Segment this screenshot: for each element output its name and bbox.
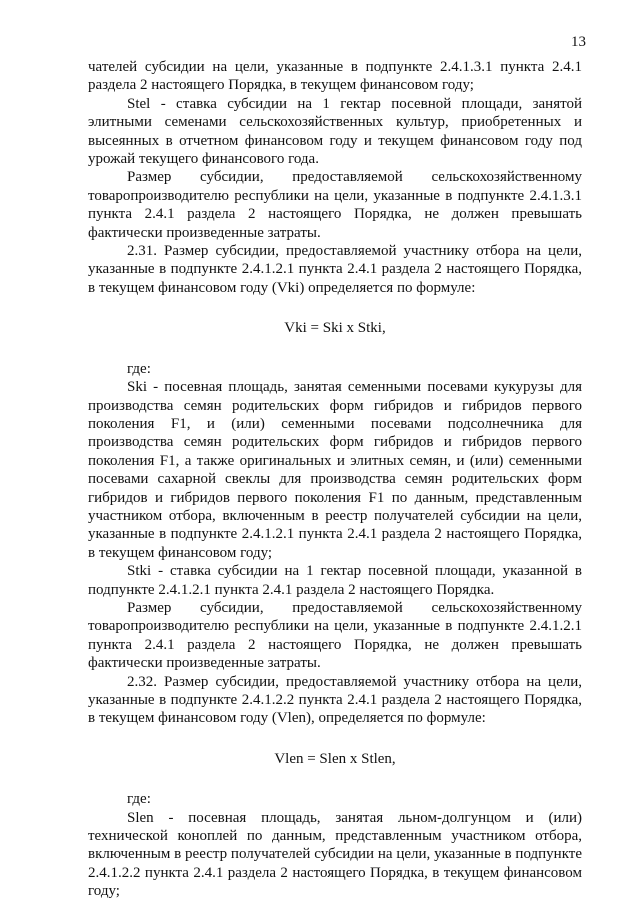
paragraph-stki-definition: Stki - ставка субсидии на 1 гектар посевной площади, указанной в подпункте 2.4.1.2.1 пункта 2.4.1 раздела 2 настоящего Порядка. (88, 563, 582, 598)
document-body (88, 58, 582, 901)
where-label-2: где: (127, 791, 151, 808)
paragraph-2-31: 2.31. Размер субсидии, предоставляемой участнику отбора на цели, указанные в подпункте 2.4.1.2.1 пункта 2.4.1 раздела 2 настоящего Порядка, в текущем финансовом году (Vki) определяется по формуле: (88, 243, 582, 296)
page-number: 13 (571, 34, 586, 50)
paragraph-subsidy-limit-1: Размер субсидии, предоставляемой сельскохозяйственному товаропроизводителю республики на цели, указанные в подпункте 2.4.1.3.1 пункта 2.4.1 раздела 2 настоящего Порядка, не должен превышать фактически произведенные затраты. (88, 169, 582, 241)
formula-vki: Vki = Ski x Stki, (284, 320, 386, 337)
paragraph-ski-definition: Ski - посевная площадь, занятая семенными посевами кукурузы для производства семян родительских форм гибридов и гибридов первого поколения F1, и (или) семенными посевами подсолнечника для производства семян родительских форм гибридов и гибридов первого поколения F1, а также оригинальных и элитных семян, и (или) семенными посевами сахарной свеклы для производства семян родительских форм гибридов и гибридов первого поколения F1 по данным, представленным участником отбора, включенным в реестр получателей субсидии на цели, указанные в подпункте 2.4.1.2.1 пункта 2.4.1 раздела 2 настоящего Порядка, в текущем финансовом году; (88, 379, 582, 561)
paragraph-subsidy-limit-2: Размер субсидии, предоставляемой сельскохозяйственному товаропроизводителю республики на цели, указанные в подпункте 2.4.1.2.1 пункта 2.4.1 раздела 2 настоящего Порядка, не должен превышать фактически произведенные затраты. (88, 599, 582, 672)
where-label-1: где: (127, 360, 151, 377)
paragraph-stel-definition: Stel - ставка субсидии на 1 гектар посевной площади, занятой элитными семенами сельскохозяйственных культур, приобретенных и высеянных в отчетном финансовом году и текущем финансовом году под урожай текущего финансового года. (88, 95, 582, 168)
paragraph-slen-definition: Slen - посевная площадь, занятая льном-долгунцом и (или) технической коноплей по данным, представленным участником отбора, включенным в реестр получателей субсидии на цели, указанные в подпункте 2.4.1.2.2 пункта 2.4.1 раздела 2 настоящего Порядка, в текущем финансовом году; (88, 809, 582, 900)
paragraph-continuation: чателей субсидии на цели, указанные в подпункте 2.4.1.3.1 пункта 2.4.1 раздела 2 настоящего Порядка, в текущем финансовом году; (88, 59, 582, 94)
paragraph-2-32: 2.32. Размер субсидии, предоставляемой участнику отбора на цели, указанные в подпункте 2.4.1.2.2 пункта 2.4.1 раздела 2 настоящего Порядка, в текущем финансовом году (Vlen), определяется по формуле: (88, 673, 582, 727)
formula-vlen: Vlen = Slen x Stlen, (274, 750, 396, 767)
